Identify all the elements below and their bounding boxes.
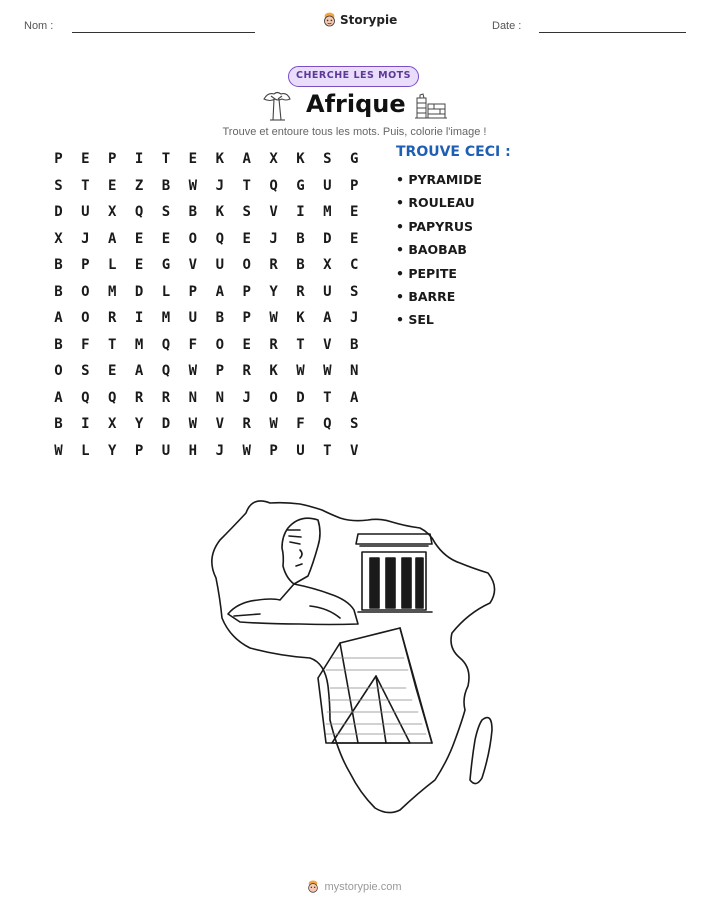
grid-letter[interactable]: D xyxy=(323,230,332,247)
grid-letter[interactable]: U xyxy=(323,283,332,300)
grid-letter[interactable]: Q xyxy=(323,416,332,432)
grid-letter[interactable]: A xyxy=(215,283,224,300)
grid-letter[interactable]: J xyxy=(350,310,359,326)
grid-letter[interactable]: U xyxy=(161,442,171,459)
storypie-mascot-icon xyxy=(307,880,319,894)
grid-letter[interactable]: Q xyxy=(161,363,171,379)
grid-letter[interactable]: P xyxy=(188,283,198,300)
grid-letter[interactable]: P xyxy=(269,442,278,459)
grid-letter[interactable]: O xyxy=(81,310,90,326)
grid-letter[interactable]: Q xyxy=(161,336,171,353)
name-field[interactable] xyxy=(72,32,255,33)
footer xyxy=(0,880,709,894)
word-list-item: • SEL xyxy=(396,310,482,333)
grid-letter[interactable]: A xyxy=(242,151,251,167)
grid-letter[interactable]: W xyxy=(269,310,278,326)
word-list-item: • PYRAMIDE xyxy=(396,170,482,193)
pyramid-large xyxy=(318,628,432,743)
grid-letter[interactable]: J xyxy=(269,230,278,247)
africa-map-coloring-picture xyxy=(190,488,510,823)
grid-letter[interactable]: U xyxy=(296,442,305,459)
grid-letter[interactable]: B xyxy=(296,257,305,273)
grid-letter[interactable]: X xyxy=(108,204,117,220)
grid-letter[interactable]: R xyxy=(134,389,144,406)
grid-letter[interactable]: M xyxy=(161,310,171,326)
grid-letter[interactable]: L xyxy=(108,257,117,273)
grid-letter[interactable]: R xyxy=(242,416,251,432)
grid-letter[interactable]: W xyxy=(296,363,305,379)
grid-letter[interactable]: D xyxy=(134,283,144,300)
grid-letter[interactable]: Z xyxy=(134,177,144,194)
grid-letter[interactable]: X xyxy=(269,151,278,167)
grid-letter[interactable]: B xyxy=(188,204,198,220)
grid-letter[interactable]: B xyxy=(215,310,224,326)
grid-letter[interactable]: W xyxy=(242,442,251,459)
grid-letter[interactable]: D xyxy=(54,204,63,220)
grid-letter[interactable]: P xyxy=(81,257,90,273)
grid-row xyxy=(45,332,375,359)
grid-letter[interactable]: S xyxy=(323,151,332,167)
grid-letter[interactable]: T xyxy=(108,336,117,353)
grid-letter[interactable]: A xyxy=(350,389,359,406)
grid-letter[interactable]: R xyxy=(161,389,171,406)
grid-letter[interactable]: S xyxy=(81,363,90,379)
grid-letter[interactable]: T xyxy=(242,177,251,194)
grid-letter[interactable]: W xyxy=(269,416,278,432)
grid-letter[interactable]: U xyxy=(81,204,90,220)
grid-row xyxy=(45,305,375,332)
grid-letter[interactable]: I xyxy=(296,204,305,220)
grid-letter[interactable]: T xyxy=(161,151,171,167)
grid-letter[interactable]: P xyxy=(134,442,144,459)
madagascar-outline xyxy=(470,718,492,784)
grid-letter[interactable]: B xyxy=(161,177,171,194)
grid-row xyxy=(45,173,375,200)
grid-letter[interactable]: W xyxy=(188,416,198,432)
word-list-item: • ROULEAU xyxy=(396,193,482,216)
storypie-mascot-icon xyxy=(323,12,336,28)
grid-letter[interactable]: K xyxy=(296,310,305,326)
grid-letter[interactable]: E xyxy=(242,336,251,353)
grid-letter[interactable]: N xyxy=(215,389,224,406)
grid-row xyxy=(45,252,375,279)
grid-letter[interactable]: W xyxy=(323,363,332,379)
grid-letter[interactable]: A xyxy=(54,310,63,326)
pyramid-small xyxy=(332,676,410,743)
grid-letter[interactable]: I xyxy=(134,151,144,167)
grid-letter[interactable]: A xyxy=(108,230,117,247)
grid-letter[interactable]: R xyxy=(108,310,117,326)
name-label: Nom : xyxy=(24,20,54,32)
ruins-icon xyxy=(414,92,448,120)
grid-letter[interactable]: T xyxy=(81,177,90,194)
grid-letter[interactable]: I xyxy=(134,310,144,326)
grid-letter[interactable]: K xyxy=(269,363,278,379)
grid-letter[interactable]: G xyxy=(161,257,171,273)
baobab-tree-icon xyxy=(262,90,292,122)
grid-letter[interactable]: E xyxy=(134,257,144,273)
letter-grid[interactable] xyxy=(45,146,375,464)
grid-letter[interactable]: O xyxy=(188,230,198,247)
grid-row xyxy=(45,358,375,385)
word-list-item: • BARRE xyxy=(396,287,482,310)
header xyxy=(0,0,709,50)
grid-letter[interactable]: E xyxy=(108,363,117,379)
grid-letter[interactable]: Q xyxy=(215,230,224,247)
grid-letter[interactable]: B xyxy=(54,257,63,273)
grid-letter[interactable]: M xyxy=(108,283,117,300)
grid-letter[interactable]: S xyxy=(161,204,171,220)
grid-letter[interactable]: Y xyxy=(108,442,117,459)
brand-name: Storypie xyxy=(340,13,398,27)
grid-letter[interactable]: E xyxy=(350,230,359,247)
grid-letter[interactable]: E xyxy=(108,177,117,194)
grid-letter[interactable]: M xyxy=(134,336,144,353)
grid-letter[interactable]: O xyxy=(81,283,90,300)
grid-letter[interactable]: R xyxy=(269,336,278,353)
grid-letter[interactable]: X xyxy=(54,230,63,247)
grid-letter[interactable]: P xyxy=(350,177,359,194)
grid-letter[interactable]: D xyxy=(296,389,305,406)
grid-letter[interactable]: O xyxy=(54,363,63,379)
grid-letter[interactable]: J xyxy=(242,389,251,406)
africa-outline xyxy=(212,501,495,813)
grid-letter[interactable]: Q xyxy=(269,177,278,194)
grid-letter[interactable]: J xyxy=(215,442,224,459)
grid-letter[interactable]: B xyxy=(350,336,359,353)
grid-letter[interactable]: H xyxy=(188,442,198,459)
word-list-item: • PAPYRUS xyxy=(396,217,482,240)
page-title: Afrique xyxy=(306,90,406,118)
sphinx-body xyxy=(228,584,358,625)
grid-letter[interactable]: X xyxy=(323,257,332,273)
grid-letter[interactable]: M xyxy=(323,204,332,220)
grid-letter[interactable]: A xyxy=(134,363,144,379)
grid-row xyxy=(45,146,375,173)
grid-letter[interactable]: Y xyxy=(269,283,278,300)
grid-letter[interactable]: F xyxy=(296,416,305,432)
grid-letter[interactable]: P xyxy=(215,363,224,379)
instructions: Trouve et entoure tous les mots. Puis, colorie l'image ! xyxy=(222,126,487,138)
word-list-item: • PEPITE xyxy=(396,264,482,287)
grid-letter[interactable]: P xyxy=(242,310,251,326)
grid-letter[interactable]: R xyxy=(269,257,278,273)
temple-roof xyxy=(356,534,432,544)
date-field[interactable] xyxy=(539,32,686,33)
grid-letter[interactable]: B xyxy=(296,230,305,247)
grid-letter[interactable]: A xyxy=(54,389,63,406)
grid-letter[interactable]: N xyxy=(188,389,198,406)
grid-letter[interactable]: K xyxy=(215,204,224,220)
grid-letter[interactable]: I xyxy=(81,416,90,432)
grid-letter[interactable]: P xyxy=(54,151,63,167)
grid-letter[interactable]: B xyxy=(54,336,63,353)
footer-link[interactable]: mystorypie.com xyxy=(324,881,402,893)
grid-letter[interactable]: G xyxy=(296,177,305,194)
grid-letter[interactable]: V xyxy=(269,204,278,220)
grid-letter[interactable]: W xyxy=(188,177,198,194)
grid-letter[interactable]: E xyxy=(188,151,198,167)
grid-row xyxy=(45,226,375,253)
grid-letter[interactable]: B xyxy=(54,416,63,432)
word-list xyxy=(396,170,482,334)
grid-letter[interactable]: F xyxy=(188,336,198,353)
grid-letter[interactable]: W xyxy=(188,363,198,379)
grid-letter[interactable]: P xyxy=(108,151,117,167)
grid-row xyxy=(45,385,375,412)
grid-letter[interactable]: L xyxy=(161,283,171,300)
word-list-item: • BAOBAB xyxy=(396,240,482,263)
activity-badge: CHERCHE LES MOTS xyxy=(288,66,419,87)
grid-letter[interactable]: G xyxy=(350,151,359,167)
grid-letter[interactable]: E xyxy=(350,204,359,220)
grid-letter[interactable]: K xyxy=(215,151,224,167)
grid-letter[interactable]: E xyxy=(242,230,251,247)
grid-letter[interactable]: D xyxy=(161,416,171,432)
grid-letter[interactable]: E xyxy=(134,230,144,247)
grid-letter[interactable]: Y xyxy=(134,416,144,432)
grid-letter[interactable]: S xyxy=(350,416,359,432)
grid-letter[interactable]: Q xyxy=(81,389,90,406)
grid-letter[interactable]: T xyxy=(296,336,305,353)
grid-letter[interactable]: J xyxy=(81,230,90,247)
grid-letter[interactable]: N xyxy=(350,363,359,379)
grid-letter[interactable]: V xyxy=(323,336,332,353)
grid-letter[interactable]: B xyxy=(54,283,63,300)
grid-letter[interactable]: O xyxy=(242,257,251,273)
grid-letter[interactable]: E xyxy=(161,230,171,247)
grid-row xyxy=(45,199,375,226)
grid-letter[interactable]: R xyxy=(242,363,251,379)
grid-letter[interactable]: F xyxy=(81,336,90,353)
grid-letter[interactable]: L xyxy=(81,442,90,459)
grid-letter[interactable]: X xyxy=(108,416,117,432)
grid-letter[interactable]: S xyxy=(350,283,359,300)
grid-letter[interactable]: Q xyxy=(134,204,144,220)
grid-row xyxy=(45,411,375,438)
grid-letter[interactable]: V xyxy=(188,257,198,273)
grid-row xyxy=(45,279,375,306)
grid-letter[interactable]: V xyxy=(215,416,224,432)
grid-letter[interactable]: U xyxy=(188,310,198,326)
date-label: Date : xyxy=(492,20,522,32)
grid-letter[interactable]: S xyxy=(54,177,63,194)
grid-letter[interactable]: P xyxy=(242,283,251,300)
grid-letter[interactable]: K xyxy=(296,151,305,167)
grid-letter[interactable]: C xyxy=(350,257,359,273)
grid-letter[interactable]: V xyxy=(350,442,359,459)
grid-letter[interactable]: O xyxy=(269,389,278,406)
grid-letter[interactable]: U xyxy=(323,177,332,194)
grid-letter[interactable]: E xyxy=(81,151,90,167)
grid-row xyxy=(45,438,375,465)
brand-logo xyxy=(323,12,397,28)
grid-letter[interactable]: A xyxy=(323,310,332,326)
grid-letter[interactable]: W xyxy=(54,442,63,459)
grid-letter[interactable]: O xyxy=(215,336,224,353)
grid-letter[interactable]: T xyxy=(323,442,332,459)
word-list-heading: TROUVE CECI : xyxy=(396,144,511,160)
grid-letter[interactable]: R xyxy=(296,283,305,300)
grid-letter[interactable]: S xyxy=(242,204,251,220)
grid-letter[interactable]: J xyxy=(215,177,224,194)
grid-letter[interactable]: Q xyxy=(108,389,117,406)
grid-letter[interactable]: U xyxy=(215,257,224,273)
grid-letter[interactable]: T xyxy=(323,389,332,406)
